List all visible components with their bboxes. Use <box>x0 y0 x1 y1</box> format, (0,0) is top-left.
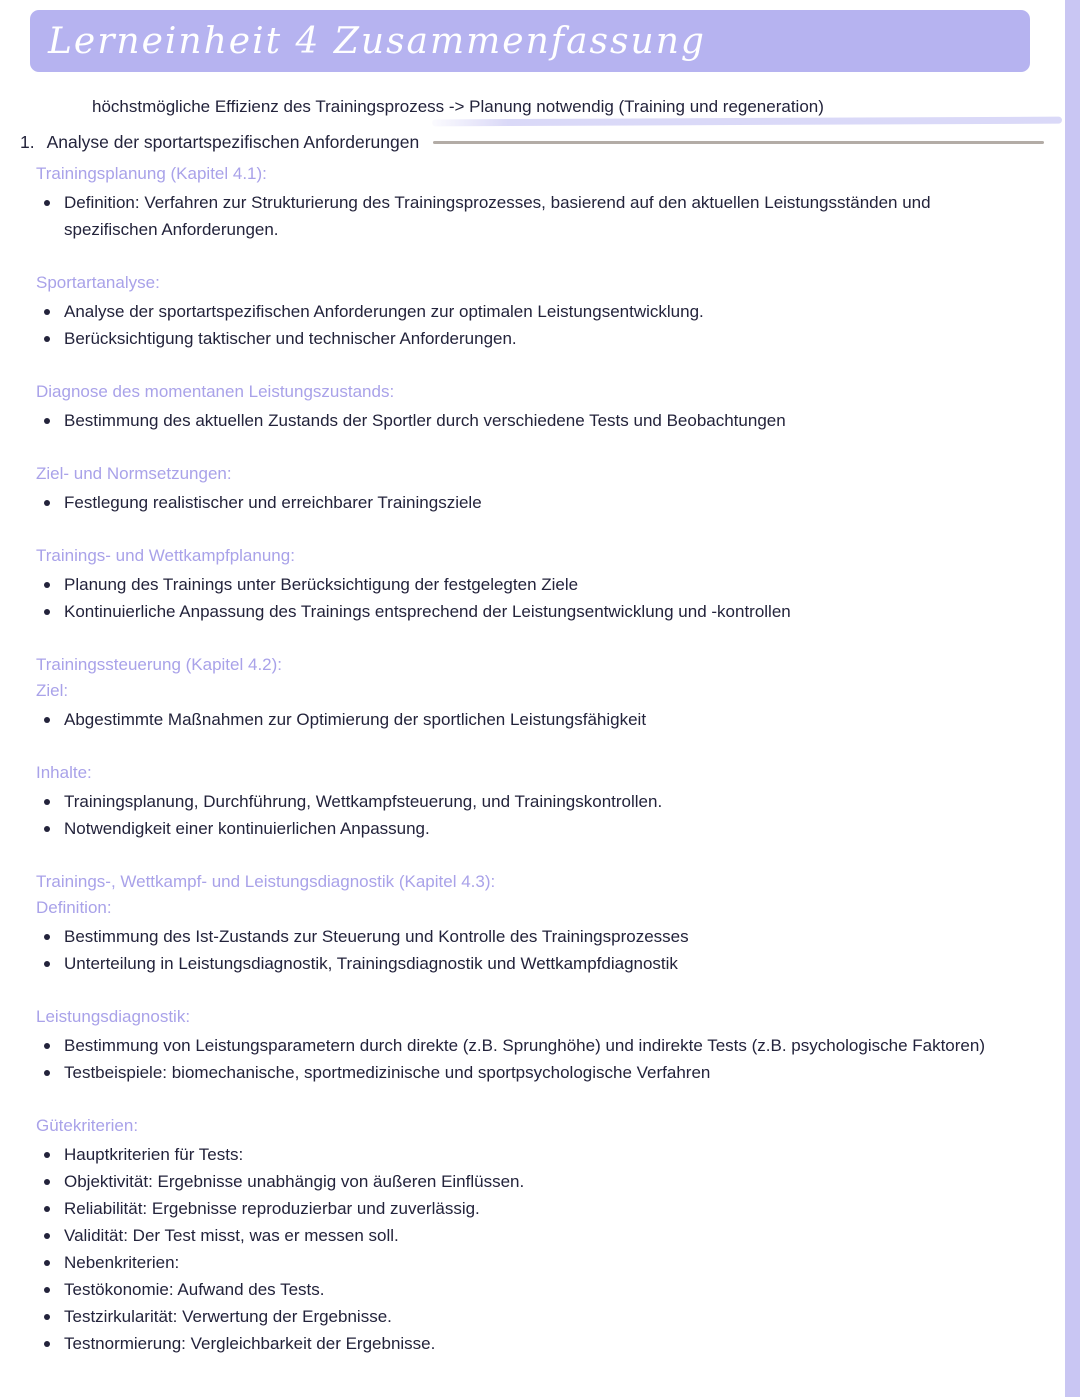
bullet-item: Reliabilität: Ergebnisse reproduzierbar und zuverlässig. <box>36 1195 1022 1222</box>
section <box>36 1113 1022 1357</box>
bullet-item: Planung des Trainings unter Berücksichtigung der festgelegten Ziele <box>36 571 1022 598</box>
section <box>36 461 1022 516</box>
section-heading: Trainings- und Wettkampfplanung: <box>36 546 295 565</box>
section <box>36 270 1022 352</box>
bullet-item: Kontinuierliche Anpassung des Trainings entsprechend der Leistungsentwicklung und -kontrollen <box>36 598 1022 625</box>
numbered-item-number: 1. <box>20 132 35 152</box>
sections <box>36 161 1022 1357</box>
bullet-list <box>36 407 1022 434</box>
right-edge-accent <box>1065 0 1080 1397</box>
section-heading: Ziel: <box>36 681 69 700</box>
bullet-item: Bestimmung des aktuellen Zustands der Sportler durch verschiedene Tests und Beobachtungen <box>36 407 1022 434</box>
section <box>36 1004 1022 1086</box>
section-heading: Sportartanalyse: <box>36 273 160 292</box>
underline-rule <box>433 141 1044 144</box>
bullet-item: Bestimmung von Leistungsparametern durch direkte (z.B. Sprunghöhe) und indirekte Tests (z.B. psychologische Faktoren) <box>36 1032 1022 1059</box>
section-heading: Trainingsplanung (Kapitel 4.1): <box>36 164 267 183</box>
section <box>36 543 1022 625</box>
section-heading: Gütekriterien: <box>36 1116 139 1135</box>
bullet-item: Testökonomie: Aufwand des Tests. <box>36 1276 1022 1303</box>
section-heading: Trainings-, Wettkampf- und Leistungsdiagnostik (Kapitel 4.3): <box>36 872 496 891</box>
bullet-item: Testzirkularität: Verwertung der Ergebnisse. <box>36 1303 1022 1330</box>
section-heading: Inhalte: <box>36 763 92 782</box>
bullet-list <box>36 189 1022 243</box>
bullet-item: Notwendigkeit einer kontinuierlichen Anpassung. <box>36 815 1022 842</box>
section <box>36 379 1022 434</box>
bullet-item: Festlegung realistischer und erreichbarer Trainingsziele <box>36 489 1022 516</box>
bullet-item: Bestimmung des Ist-Zustands zur Steuerung und Kontrolle des Trainingsprozesses <box>36 923 1022 950</box>
bullet-item: Nebenkriterien: <box>36 1249 1022 1276</box>
bullet-list <box>36 571 1022 625</box>
title-banner <box>30 10 1030 72</box>
section-heading: Diagnose des momentanen Leistungszustands: <box>36 382 395 401</box>
intro-line: höchstmögliche Effizienz des Trainingsprozess -> Planung notwendig (Training und regeneration) <box>92 97 824 116</box>
section-heading: Ziel- und Normsetzungen: <box>36 464 232 483</box>
section <box>36 869 1022 977</box>
numbered-item-text: Analyse der sportartspezifischen Anforderungen <box>46 132 420 152</box>
bullet-item: Berücksichtigung taktischer und technischer Anforderungen. <box>36 325 1022 352</box>
bullet-list <box>36 923 1022 977</box>
page-title: Lerneinheit 4 Zusammenfassung <box>48 20 706 62</box>
bullet-item: Hauptkriterien für Tests: <box>36 1141 1022 1168</box>
bullet-list <box>36 298 1022 352</box>
bullet-list <box>36 489 1022 516</box>
section <box>36 760 1022 842</box>
numbered-item <box>20 132 1044 153</box>
bullet-item: Definition: Verfahren zur Strukturierung des Trainingsprozesses, basierend auf den aktuellen Leistungsständen und spezifischen Anforderungen. <box>36 189 1022 243</box>
bullet-item: Testbeispiele: biomechanische, sportmedizinische und sportpsychologische Verfahren <box>36 1059 1022 1086</box>
bullet-list <box>36 706 1022 733</box>
section-heading: Trainingssteuerung (Kapitel 4.2): <box>36 655 283 674</box>
bullet-item: Validität: Der Test misst, was er messen soll. <box>36 1222 1022 1249</box>
highlight-streak <box>432 117 1062 127</box>
bullet-item: Analyse der sportartspezifischen Anforderungen zur optimalen Leistungsentwicklung. <box>36 298 1022 325</box>
bullet-list <box>36 1032 1022 1086</box>
section <box>36 652 1022 733</box>
bullet-item: Objektivität: Ergebnisse unabhängig von äußeren Einflüssen. <box>36 1168 1022 1195</box>
bullet-item: Abgestimmte Maßnahmen zur Optimierung der sportlichen Leistungsfähigkeit <box>36 706 1022 733</box>
bullet-item: Trainingsplanung, Durchführung, Wettkampfsteuerung, und Trainingskontrollen. <box>36 788 1022 815</box>
section-heading: Definition: <box>36 898 112 917</box>
section-heading: Leistungsdiagnostik: <box>36 1007 191 1026</box>
bullet-list <box>36 1141 1022 1357</box>
bullet-item: Testnormierung: Vergleichbarkeit der Ergebnisse. <box>36 1330 1022 1357</box>
bullet-list <box>36 788 1022 842</box>
section <box>36 161 1022 243</box>
bullet-item: Unterteilung in Leistungsdiagnostik, Trainingsdiagnostik und Wettkampfdiagnostik <box>36 950 1022 977</box>
page-content <box>0 88 1062 1357</box>
